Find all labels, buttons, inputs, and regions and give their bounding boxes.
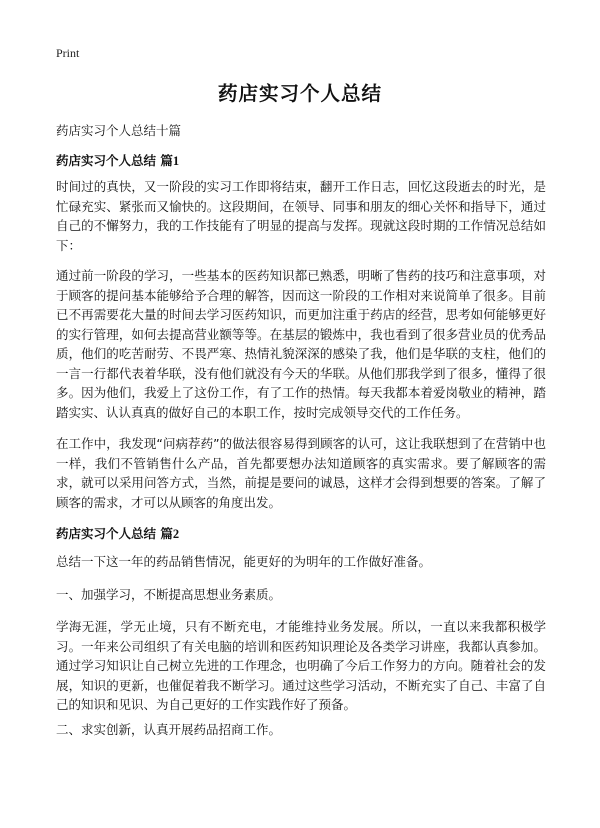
section-heading-text: 药店实习个人总结	[56, 526, 157, 541]
print-label: Print	[56, 46, 80, 60]
section-heading-text: 药店实习个人总结	[56, 153, 157, 168]
paragraph: 一、加强学习，不断提高思想业务素质。	[56, 587, 282, 602]
document-title: 药店实习个人总结	[217, 82, 382, 105]
paragraph: 二、求实创新，认真开展药品招商工作。	[56, 722, 282, 737]
section-heading-number: 篇1	[160, 154, 180, 168]
paragraph: 通过前一阶段的学习，一些基本的医药知识都已熟悉，明晰了售药的技巧和注意事项，对于顾客的提问基本能够给予合理的解答，因而这一阶段的工作相对来说简单了很多。目前已不再需要花大量的时间去学习医药知识，而更加注重于药店的经营，思考如何能够更好的实行管理，如何去提高营业额等等。在基层的锻炼中，我也看到了很多营业员的优秀品质，他们的吃苦耐劳、不畏严寒、热情礼貌深深的感染了我，他们是华联的支柱，他们的一言一行都代表着华联，没有他们就没有今天的华联。从他们那我学到了很多，懂得了很多。因为他们，我爱上了这份工作，有了工作的热情。每天我都本着爱岗敬业的精神，踏踏实实、认认真真的做好自己的本职工作，按时完成领导交代的工作任务。	[56, 268, 546, 420]
paragraph: 在工作中，我发现“问病荐药”的做法很容易得到顾客的认可，这让我联想到了在营销中也一样，我们不管销售什么产品，首先都要想办法知道顾客的真实需求。要了解顾客的需求，就可以采用问答方式，当然，前提是要问的诚恳，这样才会得到想要的答案。了解了顾客的需求，才可以从顾客的角度出发。	[56, 436, 546, 510]
paragraph: 总结一下这一年的药品销售情况，能更好的为明年的工作做好准备。	[56, 554, 432, 569]
section-heading-2	[56, 524, 179, 542]
document-subtitle: 药店实习个人总结十篇	[56, 123, 182, 138]
section-heading-1	[56, 151, 179, 169]
paragraph: 时间过的真快，又一阶段的实习工作即将结束，翻开工作日志，回忆这段逝去的时光，是忙碌充实、紧张而又愉快的。这段期间，在领导、同事和朋友的细心关怀和指导下，通过自己的不懈努力，我的工作技能有了明显的提高与发挥。现就这段时期的工作情况总结如下：	[56, 179, 546, 253]
section-heading-number: 篇2	[160, 527, 180, 541]
paragraph: 学海无涯，学无止境，只有不断充电，才能维持业务发展。所以，一直以来我都积极学习。一年来公司组织了有关电脑的培训和医药知识理论及各类学习讲座，我都认真参加。通过学习知识让自己树立先进的工作理念，也明确了今后工作努力的方向。随着社会的发展，知识的更新，也催促着我不断学习。通过这些学习活动，不断充实了自己、丰富了自己的知识和见识、为自己更好的工作实践作好了预备。	[56, 619, 546, 712]
